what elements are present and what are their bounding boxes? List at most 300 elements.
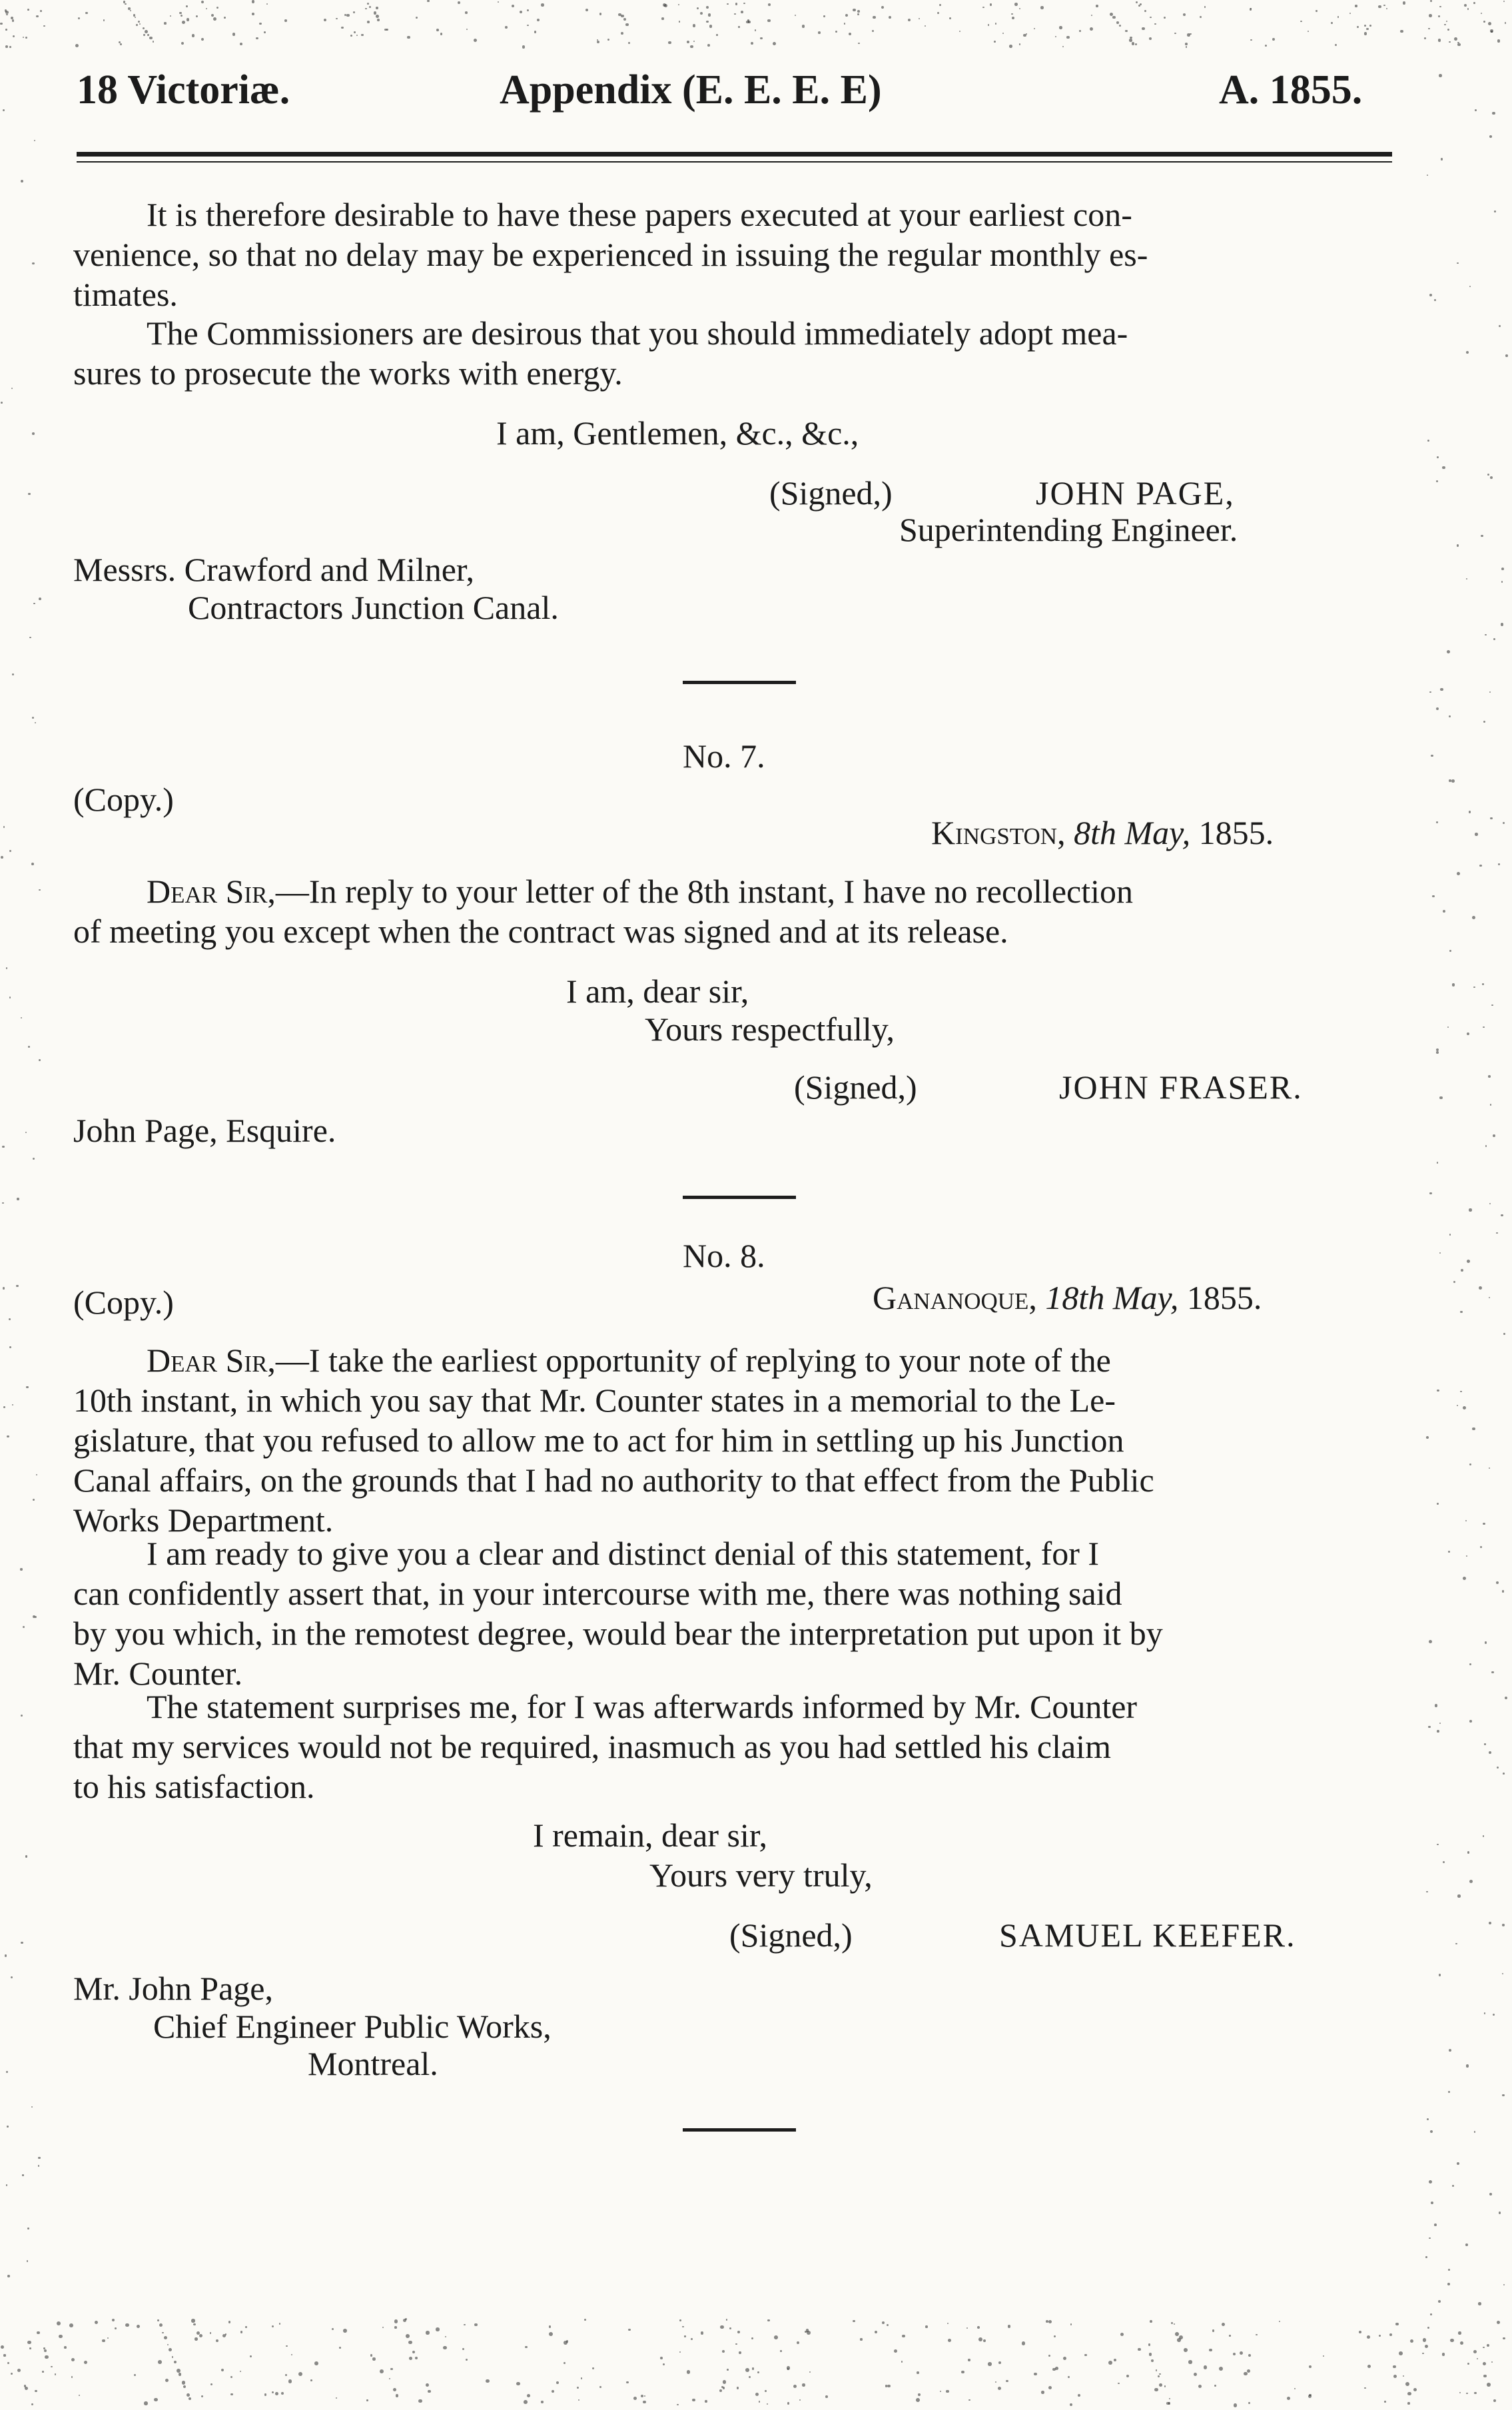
speckle	[170, 15, 171, 17]
speckle	[396, 2394, 399, 2397]
speckle	[872, 30, 874, 32]
speckle	[853, 2320, 855, 2323]
speckle	[1449, 779, 1451, 782]
speckle	[1183, 13, 1186, 16]
text-line: sures to prosecute the works with energy.	[73, 354, 623, 392]
speckle	[1379, 2335, 1381, 2337]
speckle	[33, 1615, 35, 1618]
speckle	[916, 2398, 920, 2402]
text-line: gislature, that you refused to allow me to act for him in settling up his Junction	[73, 1421, 1124, 1459]
speckle	[445, 2336, 446, 2337]
speckle	[845, 14, 848, 17]
speckle	[1204, 2365, 1208, 2369]
speckle	[1449, 2049, 1452, 2052]
speckle	[1019, 43, 1021, 45]
speckle	[3, 1287, 5, 1289]
text-line: that my services would not be required, inasmuch as you had settled his claim	[73, 1728, 1111, 1765]
speckle	[1503, 2284, 1505, 2285]
speckle	[1048, 2355, 1050, 2357]
speckle	[1012, 17, 1014, 19]
speckle	[1186, 46, 1187, 47]
speckle	[466, 2359, 468, 2361]
speckle	[1138, 5, 1140, 7]
speckle	[1426, 1891, 1428, 1893]
speckle	[181, 15, 183, 17]
speckle	[115, 2327, 117, 2329]
speckle	[179, 2373, 181, 2375]
speckle	[354, 31, 355, 33]
speckle	[1427, 175, 1428, 176]
speckle	[1457, 2162, 1459, 2165]
speckle	[1469, 1463, 1471, 1465]
speckle	[1485, 634, 1487, 636]
speckle	[1496, 1232, 1498, 1234]
speckle	[1489, 135, 1492, 138]
speckle	[390, 2368, 392, 2370]
speckle	[9, 1318, 11, 1320]
speckle	[6, 2071, 8, 2073]
speckle	[29, 2347, 31, 2349]
speckle	[25, 1132, 27, 1133]
speckle	[1483, 721, 1485, 723]
speckle	[1149, 37, 1152, 40]
speckle	[1108, 2361, 1112, 2365]
speckle	[13, 35, 15, 37]
speckle	[787, 2368, 789, 2370]
speckle	[1079, 30, 1081, 32]
speckle	[32, 432, 35, 435]
speckle	[28, 493, 31, 496]
speckle	[1492, 112, 1495, 115]
speckle	[324, 19, 326, 21]
speckle	[1427, 2327, 1429, 2329]
speckle	[1407, 2392, 1411, 2396]
speckle	[889, 16, 891, 19]
speckle	[1357, 26, 1359, 29]
speckle	[802, 2383, 805, 2387]
speckle	[436, 2327, 440, 2331]
speckle	[164, 22, 166, 24]
letter8-copy-label: (Copy.)	[73, 1284, 174, 1321]
speckle	[43, 25, 45, 27]
speckle	[755, 29, 756, 31]
speckle	[690, 45, 693, 49]
speckle	[194, 2337, 197, 2340]
speckle	[1009, 45, 1012, 48]
speckle	[42, 2371, 44, 2373]
speckle	[29, 637, 31, 638]
speckle	[284, 19, 287, 22]
speckle	[505, 26, 508, 29]
letter6-addressee-line2: Contractors Junction Canal.	[188, 589, 559, 626]
speckle	[549, 2325, 552, 2328]
speckle	[314, 2361, 318, 2365]
speckle	[1437, 1503, 1439, 1505]
speckle	[767, 2403, 768, 2405]
speckle	[556, 2381, 559, 2384]
speckle	[818, 31, 821, 34]
speckle	[1359, 2331, 1361, 2333]
speckle	[527, 2394, 530, 2397]
text-line: Mr. Counter.	[73, 1655, 243, 1692]
speckle	[1457, 1405, 1458, 1406]
speckle	[1475, 109, 1477, 111]
speckle	[3, 2354, 5, 2356]
speckle	[3, 1406, 5, 1408]
text-line: to his satisfaction.	[73, 1768, 315, 1805]
speckle	[709, 25, 712, 27]
speckle	[697, 7, 699, 9]
speckle	[748, 21, 751, 23]
speckle	[138, 21, 140, 23]
speckle	[27, 2260, 28, 2261]
speckle	[1008, 2325, 1011, 2328]
speckle	[1114, 2359, 1116, 2361]
speckle	[1491, 1004, 1493, 1006]
speckle	[988, 24, 990, 26]
text-line: Canal affairs, on the grounds that I had no authority to that effect from the Public	[73, 1461, 1154, 1499]
speckle	[1138, 2348, 1141, 2351]
speckle	[230, 2393, 233, 2396]
speckle	[1430, 2313, 1432, 2315]
speckle	[767, 2319, 769, 2321]
speckle	[187, 18, 189, 21]
letter6-signer: JOHN PAGE,	[1036, 474, 1235, 512]
speckle	[33, 603, 35, 605]
speckle	[1135, 43, 1137, 45]
speckle	[125, 2323, 129, 2327]
speckle	[1457, 262, 1458, 264]
speckle	[95, 2321, 98, 2324]
speckle	[1429, 294, 1433, 297]
speckle	[79, 2395, 81, 2397]
speckle	[213, 17, 216, 21]
speckle	[9, 46, 11, 48]
speckle	[1413, 2388, 1417, 2391]
letter6-closing: I am, Gentlemen, &c., &c.,	[496, 414, 859, 452]
speckle	[947, 2323, 948, 2324]
speckle	[621, 32, 623, 35]
speckle	[1455, 1943, 1457, 1944]
speckle	[266, 3, 268, 5]
text-line: can confidently assert that, in your intercourse with me, there was nothing said	[73, 1575, 1122, 1612]
speckle	[902, 2335, 905, 2337]
speckle	[1505, 1697, 1507, 1699]
speckle	[1090, 27, 1093, 31]
speckle	[21, 1942, 23, 1944]
speckle	[1466, 2393, 1468, 2395]
speckle	[1279, 2321, 1280, 2322]
speckle	[1467, 2363, 1469, 2365]
speckle	[201, 2395, 203, 2397]
speckle	[367, 21, 370, 23]
speckle	[1429, 2237, 1431, 2239]
speckle	[768, 3, 771, 6]
speckle	[39, 598, 41, 600]
speckle	[3, 109, 5, 111]
speckle	[1437, 1390, 1439, 1392]
speckle	[272, 2391, 274, 2393]
speckle	[1426, 1436, 1429, 1439]
speckle	[288, 2379, 292, 2383]
speckle	[881, 6, 884, 9]
speckle	[57, 2321, 61, 2325]
letter8-dateline	[873, 1278, 1262, 1318]
speckle	[1265, 45, 1267, 47]
speckle	[1467, 1260, 1470, 1263]
speckle	[1439, 1252, 1441, 1254]
speckle	[1482, 983, 1484, 985]
speckle	[1439, 74, 1442, 77]
speckle	[1435, 1704, 1438, 1707]
speckle	[343, 2329, 347, 2333]
speckle	[1248, 2354, 1252, 2357]
speckle	[136, 24, 138, 26]
speckle	[240, 2331, 242, 2333]
speckle	[191, 2319, 194, 2322]
speckle	[1164, 2385, 1166, 2387]
speckle	[174, 2361, 177, 2364]
speckle	[1125, 30, 1128, 33]
speckle	[739, 2351, 741, 2353]
speckle	[33, 1499, 35, 1501]
letter7-year: 1855.	[1198, 814, 1274, 851]
speckle	[995, 2381, 996, 2383]
speckle	[408, 2341, 412, 2345]
speckle	[1428, 28, 1429, 29]
speckle	[1287, 2397, 1290, 2400]
speckle	[757, 2371, 759, 2373]
speckle	[1405, 2382, 1409, 2386]
speckle	[660, 2357, 663, 2359]
speckle	[1447, 2283, 1450, 2285]
speckle	[44, 2349, 47, 2352]
speckle	[873, 16, 876, 19]
speckle	[443, 2346, 446, 2349]
speckle	[228, 2321, 231, 2323]
letter6-paragraph-2	[73, 313, 1405, 393]
speckle	[1331, 22, 1333, 24]
speckle	[693, 41, 695, 42]
speckle	[765, 2390, 767, 2392]
speckle	[1490, 476, 1493, 479]
speckle	[9, 997, 11, 999]
speckle	[752, 2367, 755, 2370]
letter7-body-line: —In reply to your letter of the 8th instant, I have no recollection	[275, 873, 1134, 910]
speckle	[182, 21, 185, 24]
speckle	[679, 21, 681, 23]
speckle	[1432, 895, 1435, 898]
speckle	[1473, 2, 1475, 4]
speckle	[835, 31, 837, 33]
speckle	[71, 2358, 75, 2361]
speckle	[27, 2227, 29, 2229]
speckle	[1503, 1773, 1505, 1775]
speckle	[350, 35, 352, 37]
speckle	[1422, 2353, 1424, 2355]
speckle	[1110, 13, 1113, 16]
speckle	[919, 18, 920, 19]
speckle	[130, 10, 131, 11]
speckle	[1174, 2323, 1175, 2325]
speckle	[182, 2381, 186, 2385]
speckle	[1469, 1720, 1472, 1723]
speckle	[2, 1146, 5, 1148]
speckle	[599, 2386, 601, 2388]
speckle	[825, 2395, 828, 2398]
speckle	[298, 2372, 302, 2376]
speckle	[1449, 1234, 1451, 1235]
speckle	[998, 2387, 1001, 2390]
header-session: 18 Victoriæ.	[77, 67, 290, 113]
letter7-date: 8th May,	[1074, 814, 1191, 851]
speckle	[240, 2371, 241, 2372]
speckle	[1439, 1096, 1442, 1099]
speckle	[581, 2377, 583, 2379]
speckle	[525, 2346, 528, 2349]
speckle	[1503, 1, 1505, 2]
speckle	[211, 14, 214, 17]
speckle	[541, 2401, 543, 2403]
speckle	[1490, 817, 1493, 820]
speckle	[1466, 1555, 1467, 1557]
speckle	[1219, 2367, 1223, 2371]
speckle	[1272, 38, 1275, 41]
speckle	[380, 2369, 384, 2373]
speckle	[281, 2392, 284, 2395]
speckle	[23, 1626, 25, 1628]
speckle	[186, 5, 188, 7]
speckle	[341, 27, 344, 29]
speckle	[682, 2326, 684, 2328]
speckle	[949, 17, 951, 19]
speckle	[256, 37, 258, 40]
section-divider	[683, 1196, 796, 1199]
speckle	[272, 2325, 274, 2327]
speckle	[1441, 158, 1443, 161]
speckle	[578, 2399, 579, 2401]
speckle	[1070, 2403, 1072, 2406]
speckle	[1048, 2386, 1052, 2389]
speckle	[39, 1059, 41, 1061]
speckle	[189, 2397, 191, 2400]
speckle	[1502, 2094, 1505, 2097]
speckle	[692, 2399, 695, 2402]
speckle	[799, 2399, 801, 2401]
speckle	[107, 2337, 109, 2339]
speckle	[780, 2350, 782, 2352]
text-line: by you which, in the remotest degree, would bear the interpretation put upon it by	[73, 1615, 1163, 1652]
speckle	[1466, 578, 1467, 580]
speckle	[1451, 779, 1455, 783]
speckle	[486, 2379, 489, 2383]
speckle	[1463, 1577, 1466, 1580]
speckle	[1367, 2335, 1371, 2339]
speckle	[464, 2324, 465, 2325]
speckle	[745, 2368, 749, 2372]
speckle	[1233, 2353, 1236, 2355]
speckle	[1478, 2302, 1481, 2305]
speckle	[887, 2324, 889, 2326]
speckle	[40, 10, 42, 12]
speckle	[1452, 983, 1455, 987]
speckle	[661, 17, 664, 20]
letter8-body-line: —I take the earliest opportunity of replying to your note of the	[275, 1342, 1111, 1379]
letter8-closing-1: I remain, dear sir,	[533, 1816, 768, 1854]
speckle	[1023, 34, 1026, 37]
speckle	[32, 717, 34, 719]
speckle	[988, 2362, 992, 2366]
speckle	[1443, 1861, 1445, 1864]
speckle	[25, 2387, 28, 2390]
speckle	[520, 11, 522, 13]
speckle	[1474, 2131, 1476, 2133]
speckle	[597, 41, 599, 43]
speckle	[377, 19, 380, 21]
speckle	[727, 3, 728, 5]
speckle	[32, 262, 35, 265]
speckle	[668, 41, 671, 44]
speckle	[1474, 2392, 1477, 2395]
speckle	[628, 42, 631, 45]
speckle	[1464, 4, 1467, 7]
speckle	[7, 2362, 9, 2364]
speckle	[1489, 1297, 1490, 1298]
speckle	[1399, 2351, 1403, 2355]
speckle	[1436, 1051, 1439, 1054]
speckle	[679, 2351, 681, 2353]
speckle	[1159, 2383, 1162, 2387]
speckle	[1457, 42, 1459, 44]
speckle	[1159, 2373, 1161, 2375]
speckle	[977, 2326, 980, 2329]
speckle	[466, 29, 468, 30]
speckle	[165, 2379, 169, 2382]
speckle	[1040, 6, 1044, 9]
speckle	[1467, 1851, 1469, 1853]
speckle	[983, 2339, 986, 2342]
speckle	[1126, 2375, 1129, 2377]
speckle	[22, 2174, 24, 2176]
speckle	[7, 1435, 9, 1437]
speckle	[1448, 2269, 1450, 2271]
letter8-addressee-line2: Chief Engineer Public Works,	[153, 2008, 552, 2045]
speckle	[623, 18, 626, 21]
speckle	[1132, 42, 1134, 45]
speckle	[1437, 1844, 1439, 1846]
text-line	[73, 871, 1405, 911]
speckle	[279, 2323, 281, 2325]
speckle	[36, 1474, 37, 1475]
speckle	[259, 23, 261, 25]
speckle	[584, 2319, 586, 2321]
speckle	[1011, 13, 1013, 15]
speckle	[336, 18, 337, 19]
speckle	[901, 2361, 903, 2362]
text-line: The statement surprises me, for I was afterwards informed by Mr. Counter	[147, 1688, 1138, 1725]
speckle	[1019, 8, 1021, 10]
speckle	[797, 2341, 799, 2344]
speckle	[356, 35, 358, 36]
speckle	[626, 2381, 629, 2384]
speckle	[17, 1198, 19, 1200]
speckle	[1240, 2351, 1243, 2355]
speckle	[552, 2390, 554, 2393]
speckle	[64, 2346, 67, 2349]
speckle	[7, 2126, 8, 2127]
speckle	[592, 2367, 594, 2369]
speckle	[1459, 2392, 1461, 2393]
